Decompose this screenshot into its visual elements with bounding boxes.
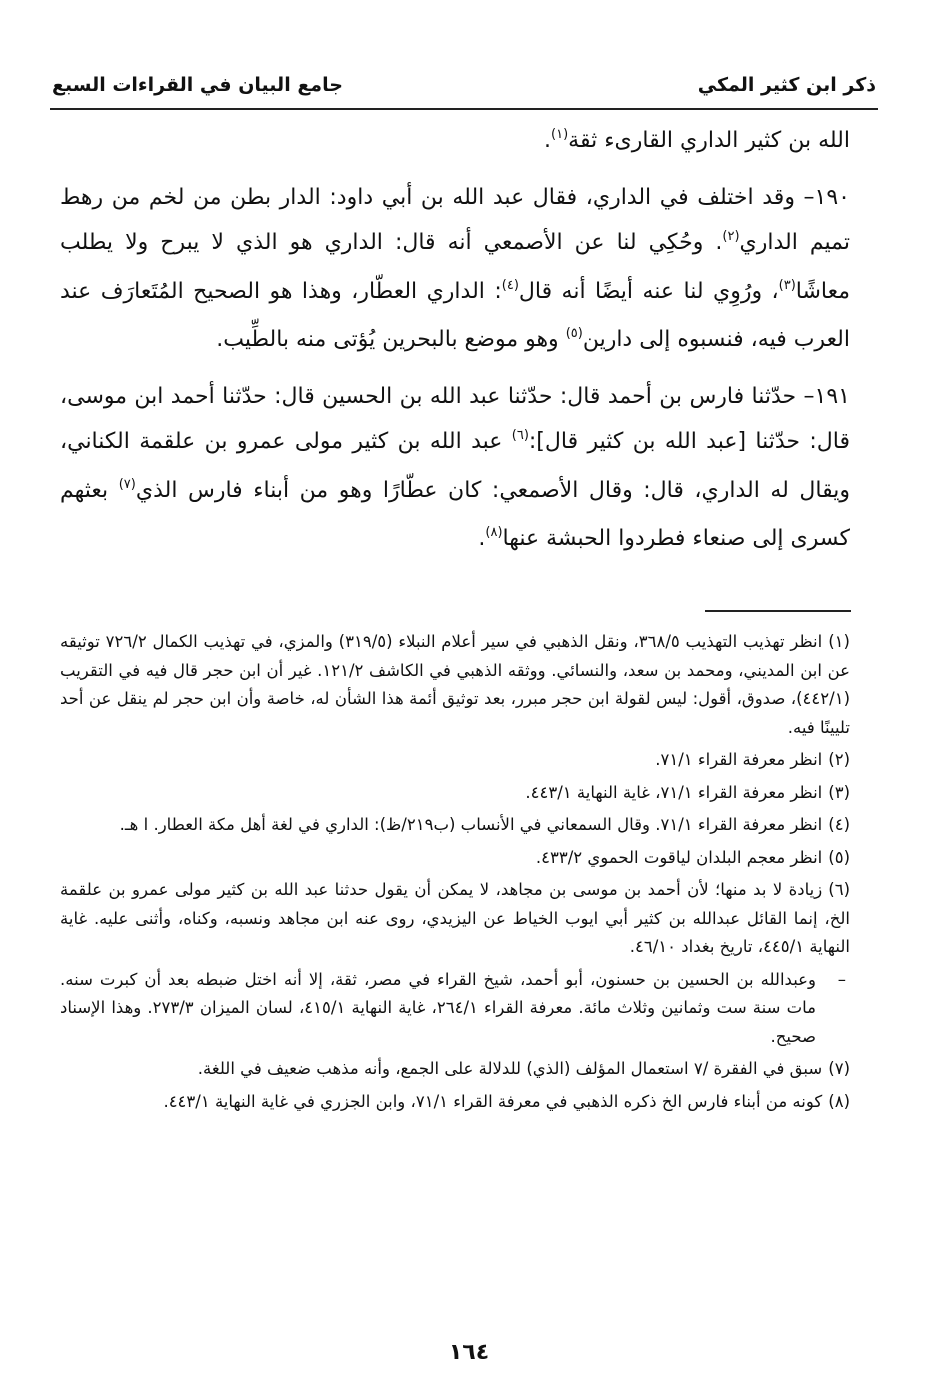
footnote-5: [60, 844, 850, 873]
footnote-separator: [705, 610, 851, 612]
footnote-text: كونه من أبناء فارس الخ ذكره الذهبي في معرفة القراء ٧١/١، وابن الجزري في غاية النهاية ٤٤٣/١.: [163, 1091, 823, 1111]
paragraph-text: وهو موضع بالبحرين يُؤتى منه بالطِّيب.: [216, 327, 566, 352]
chapter-title: ذكر ابن كثير المكي: [697, 74, 876, 96]
footnote-8: [60, 1088, 850, 1117]
footnote-ref: (٤): [501, 277, 519, 293]
main-text: [60, 118, 850, 573]
footnote-2: [60, 746, 850, 775]
footnotes: [60, 628, 850, 1120]
paragraph-continuation: [60, 118, 850, 167]
footnote-number: (٦): [828, 880, 850, 899]
footnote-number: (١): [828, 632, 850, 651]
paragraph-text: ، ورُوِي لنا عنه أيضًا أنه قال: [518, 278, 779, 304]
footnote-ref: (٦): [511, 428, 529, 443]
footnote-3: [60, 779, 850, 808]
paragraph-text: ١٩٠– وقد اختلف في الداري، فقال عبد الله بن أبي داود: الدار بطن من لخم من رهط تميم الداري: [60, 184, 851, 255]
footnote-text: انظر معرفة القراء ٧١/١.: [655, 750, 823, 769]
footnote-number: (٢): [828, 750, 850, 769]
paragraph-text: .: [478, 526, 486, 551]
footnote-ref: (٢): [722, 229, 740, 244]
footnote-ref: (٨): [485, 525, 503, 540]
footnote-text: انظر معجم البلدان لياقوت الحموي ٤٣٣/٢.: [535, 847, 823, 867]
footnote-6-continuation: [60, 966, 850, 1052]
footnote-number: (٥): [828, 847, 850, 867]
footnote-number: (٧): [828, 1059, 850, 1078]
footnote-text: انظر معرفة القراء ٧١/١، غاية النهاية ٤٤٣/١.: [525, 782, 823, 802]
paragraph-text: : الداري العطّار، وهذا هو الصحيح المُتَعارَف عند العرب فيه، فنسبوه إلى دارين: [60, 278, 850, 352]
page-number: ١٦٤: [448, 1340, 490, 1365]
footnote-dash: –: [837, 969, 846, 989]
footnote-text: انظر معرفة القراء ٧١/١. وقال السمعاني في الأنساب (ب٢١٩/ظ): الداري في لغة أهل مكة العطار. ا هـ.: [119, 815, 823, 834]
paragraph-text: . وحُكِي لنا عن الأصمعي أنه قال: الداري هو الذي لا يبرح ولا يطلب معاشًا: [60, 230, 851, 304]
footnote-number: (٨): [828, 1091, 850, 1111]
footnote-number: (٣): [828, 782, 850, 802]
footnote-7: [60, 1055, 850, 1084]
header-rule: [50, 108, 878, 110]
paragraph-text: .: [544, 128, 552, 153]
footnote-text: انظر تهذيب التهذيب ٣٦٨/٥، ونقل الذهبي في سير أعلام النبلاء (٣١٩/٥) والمزي، في تهذيب الكمال ٧٢٦/٢ توثيقه عن ابن المديني، ومحمد بن سعد، والنسائي. ووثقه الذهبي في الكاشف ١٢١/٢. غير أن ابن حجر قال فيه في التقريب (٤٤٢/١)، صدوق، أقول: ليس لقولة ابن حجر مبرر، بعد توثيق أئمة هذا الشأن له، خاصة وأن ابن حجر لم ينقل عن أحد تليينًا فيه.: [60, 632, 851, 737]
paragraph-text: عبد الله بن كثير مولى عمرو بن علقمة الكناني، ويقال له الداري، قال: وقال الأصمعي: كان عطّارًا وهو من أبناء فارس الذي: [60, 429, 850, 503]
footnote-ref: (٥): [565, 326, 583, 341]
footnote-ref: (١): [551, 127, 569, 142]
paragraph-190: [60, 175, 850, 366]
footnote-number: (٤): [828, 815, 850, 834]
footnote-ref: (٧): [118, 476, 136, 492]
running-header: [52, 68, 876, 102]
footnote-1: [60, 628, 850, 742]
paragraph-text: بعثهم كسرى إلى صنعاء فطردوا الحبشة عنها: [60, 477, 850, 551]
paragraph-191: [60, 374, 850, 565]
footnote-text: سبق في الفقرة /٧ استعمال المؤلف (الذي) للدلالة على الجمع، وأنه مذهب ضعيف في اللغة.: [197, 1059, 823, 1078]
book-title: جامع البيان في القراءات السبع: [52, 74, 343, 96]
footnote-text: وعبدالله بن الحسين بن حسنون، أبو أحمد، شيخ القراء في مصر، ثقة، إلا أنه اختل ضبطه بعد أن كبرت سنه. مات سنة ست وثمانين وثلاث مائة. معرفة القراء ٢٦٤/١، غاية النهاية ٤١٥/١، لسان الميزان ٢٧٣/٣. وهذا الإسناد صحيح.: [60, 969, 817, 1046]
footnote-4: [60, 811, 850, 840]
footnote-text: زيادة لا بد منها؛ لأن أحمد بن موسى بن مجاهد، لا يمكن أن يقول حدثنا عبد الله بن كثير مولى عمرو بن علقمة الخ، إنما القائل عبدالله بن كثير أبي ايوب الخياط عن اليزيدي، روى عنه ابن مجاهد ونسبه، وكناه، وأثنى عليه. غاية النهاية ٤٤٥/١، تاريخ بغداد ٤٦/١٠.: [60, 880, 850, 956]
paragraph-text: الله بن كثير الداري القارىء ثقة: [568, 128, 850, 153]
paragraph-text: ١٩١– حدّثنا فارس بن أحمد قال: حدّثنا عبد الله بن الحسين قال: حدّثنا أحمد ابن موسى، قال: حدّثنا [عبد الله بن كثير قال]:: [60, 383, 850, 454]
footnote-ref: (٣): [778, 277, 796, 293]
footnote-6: [60, 876, 850, 962]
